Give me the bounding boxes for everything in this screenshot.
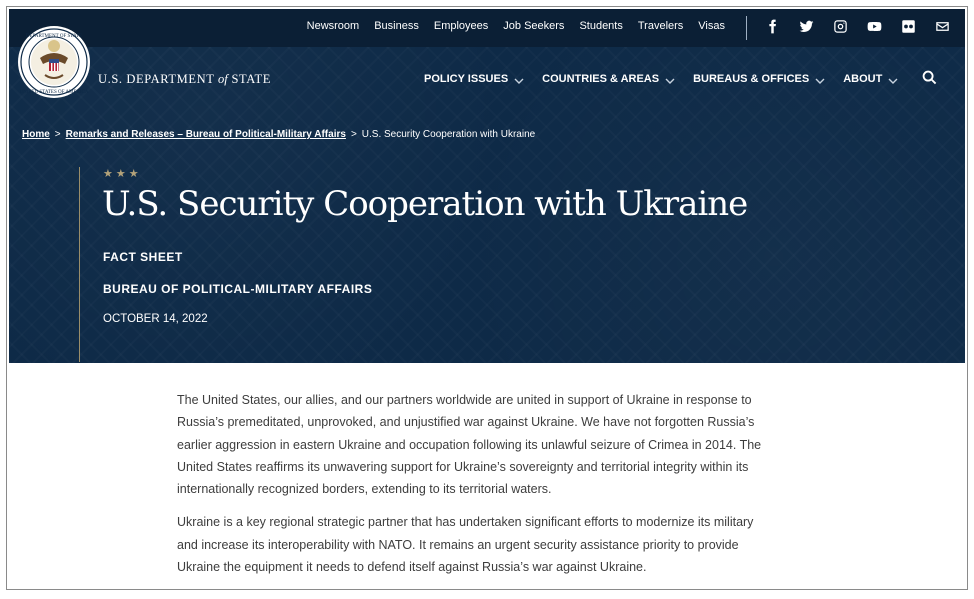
utility-divider <box>746 16 747 40</box>
utility-link-travelers[interactable]: Travelers <box>637 20 684 32</box>
breadcrumb-home[interactable]: Home <box>22 129 50 140</box>
utility-link-job-seekers[interactable]: Job Seekers <box>503 20 565 32</box>
svg-text:DEPARTMENT OF STATE: DEPARTMENT OF STATE <box>25 34 83 39</box>
twitter-icon[interactable] <box>798 18 815 35</box>
utility-link-employees[interactable]: Employees <box>433 20 489 32</box>
chevron-down-icon <box>665 76 675 83</box>
stars-icon: ★★★ <box>103 168 142 180</box>
utility-link-business[interactable]: Business <box>374 20 419 32</box>
nav-policy-issues[interactable] <box>424 73 524 85</box>
chevron-down-icon <box>888 76 898 83</box>
article-paragraph: Ukraine is a key regional strategic partner that has undertaken significant efforts to modernize its military and increase its interoperability with NATO. It remains an urgent security assistance priority to provide Ukraine the equipment it needs to defend itself against Russia’s war against Ukraine. <box>177 515 754 575</box>
facebook-icon[interactable] <box>764 18 781 35</box>
breadcrumb-parent[interactable]: Remarks and Releases – Bureau of Political-Military Affairs <box>65 129 346 140</box>
email-icon[interactable] <box>934 18 951 35</box>
nav-label: BUREAUS & OFFICES <box>693 73 810 85</box>
utility-link-students[interactable]: Students <box>579 20 623 32</box>
nav-countries-areas[interactable] <box>542 73 675 85</box>
social-links <box>764 18 951 35</box>
search-icon[interactable] <box>922 70 938 86</box>
instagram-icon[interactable] <box>832 18 849 35</box>
chevron-down-icon <box>514 76 524 83</box>
article-body <box>177 389 767 589</box>
breadcrumb-current: U.S. Security Cooperation with Ukraine <box>361 129 536 140</box>
browser-frame <box>6 6 968 590</box>
youtube-icon[interactable] <box>866 18 883 35</box>
site-brand[interactable]: U.S. DEPARTMENT of STATE <box>98 72 271 86</box>
hero-divider-line <box>79 167 80 362</box>
content-type-label: FACT SHEET <box>103 250 183 264</box>
nav-bureaus-offices[interactable] <box>693 73 825 85</box>
breadcrumb-separator: > <box>54 129 61 140</box>
publish-date: OCTOBER 14, 2022 <box>103 313 208 325</box>
bureau-label[interactable]: BUREAU OF POLITICAL-MILITARY AFFAIRS <box>103 282 373 296</box>
page-title: U.S. Security Cooperation with Ukraine <box>102 184 748 224</box>
breadcrumb <box>22 129 535 140</box>
utility-nav <box>307 20 725 32</box>
utility-link-newsroom[interactable]: Newsroom <box>306 20 360 32</box>
utility-link-visas[interactable]: Visas <box>698 20 725 32</box>
main-nav <box>424 73 898 85</box>
flickr-icon[interactable] <box>900 18 917 35</box>
svg-text:UNITED STATES OF AMERICA: UNITED STATES OF AMERICA <box>19 90 89 95</box>
breadcrumb-separator: > <box>350 129 357 140</box>
hero-banner <box>9 9 965 363</box>
nav-about[interactable] <box>843 73 898 85</box>
nav-label: COUNTRIES & AREAS <box>542 73 660 85</box>
article-paragraph: The United States, our allies, and our partners worldwide are united in support of Ukraine in response to Russia’s premeditated, unprovoked, and unjustified war against Ukraine. We have not forgotten Russia’s earlier aggression in eastern Ukraine and occupation following its unlawful seizure of Crimea in 2014. The United States reaffirms its unwavering support for Ukraine’s sovereignty and territorial integrity within its internationally recognized borders, extending to its territorial waters. <box>177 393 762 497</box>
nav-label: ABOUT <box>843 73 883 85</box>
nav-label: POLICY ISSUES <box>424 73 509 85</box>
chevron-down-icon <box>815 76 825 83</box>
department-seal-logo[interactable] <box>17 25 91 99</box>
